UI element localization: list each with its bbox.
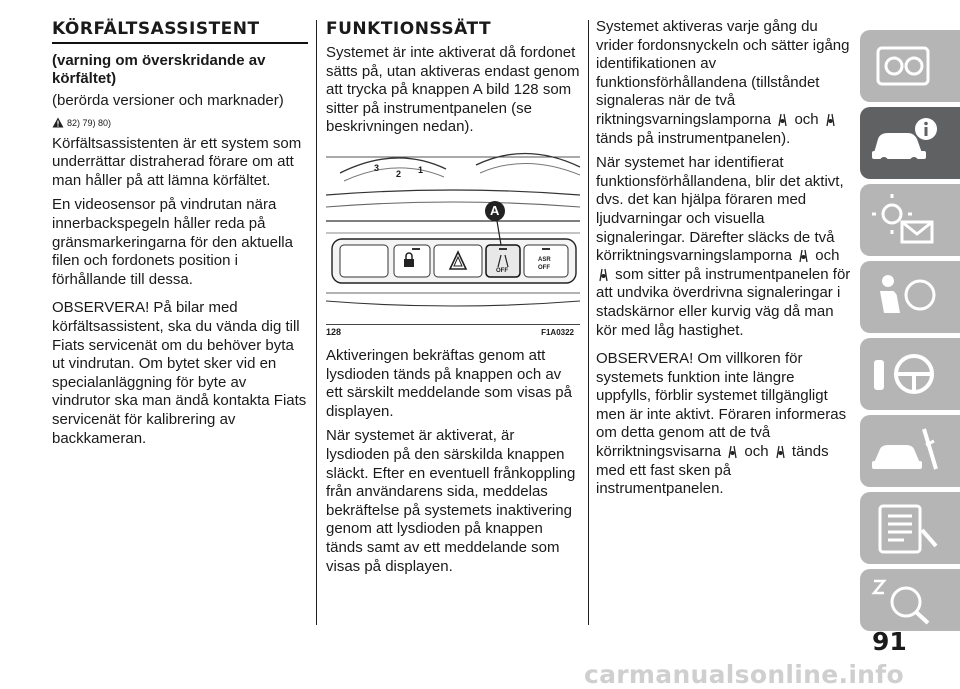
heading-underline: [52, 42, 308, 44]
section-heading-lane-assist: KÖRFÄLTSASSISTENT: [52, 19, 260, 39]
tab-emergency[interactable]: [860, 415, 960, 487]
paragraph-startup: [596, 18, 851, 148]
paragraph-sensor: En videosensor på vindrutan nära innerbackspegeln håller reda på gränsmarkeringarna för den aktuella filen och fordonets position i förhållande till dessa.: [52, 196, 293, 288]
safety-icon: [870, 269, 940, 325]
dial-mark-1: 1: [418, 164, 424, 175]
text-segment: och: [794, 110, 819, 128]
paragraph-active: [596, 154, 851, 340]
callout-label-a: A: [490, 202, 500, 218]
site-watermark: carmanualsonline.info: [584, 660, 904, 689]
tab-maintenance[interactable]: [860, 492, 960, 564]
maintenance-icon: [870, 500, 940, 556]
figure-128: [326, 151, 580, 337]
text-segment: och: [815, 247, 840, 265]
figure-number: 128: [326, 326, 342, 337]
dashboard-icon: [870, 38, 940, 94]
emergency-icon: [870, 423, 940, 479]
dial-mark-3: 3: [374, 162, 380, 173]
lane-warning-lamp-right-icon: [598, 267, 609, 282]
text-segment: Systemet aktiveras varje gång du vrider fordonsnyckeln och sätter igång identifikationen av funktionsförhållandena (tillståndet signaleras när de två riktningsvarningslamporna: [596, 18, 850, 128]
dashboard-button-illustration: [326, 151, 580, 321]
lane-warning-lamp-right-icon: [825, 112, 836, 127]
section-heading-operation: FUNKTIONSSÄTT: [326, 19, 492, 39]
warning-triangle-icon: [52, 117, 64, 128]
tab-dashboard[interactable]: [860, 30, 960, 102]
paragraph-confirmation: Aktiveringen bekräftas genom att lysdioden tänds på knappen och av ett särskilt meddelande som visas på displayen.: [326, 346, 572, 420]
column-2: [326, 18, 580, 582]
tab-driving[interactable]: [860, 338, 960, 410]
figure-caption-rule: [326, 324, 580, 325]
paragraph-deactivation: När systemet är aktiverat, är lysdioden på den särskilda knappen släckt. Efter en eventuell frånkoppling från användarens sida, meddelas bekräftelse på systemets inaktivering genom att lysdioden på knappen tänds samt av ett meddelande som visas på displayen.: [326, 427, 576, 575]
text-segment: och: [744, 443, 769, 461]
paragraph-conditions-note: [596, 350, 851, 499]
reference-numbers: 82) 79) 80): [67, 117, 112, 128]
asr-button-label: ASR: [538, 256, 551, 263]
dial-mark-2: 2: [396, 168, 402, 179]
asr-button-off: OFF: [538, 264, 550, 271]
tab-safety[interactable]: [860, 261, 960, 333]
tab-car-info[interactable]: [860, 107, 960, 179]
lane-warning-lamp-left-icon: [798, 248, 809, 263]
index-icon: [870, 577, 940, 627]
subheading: (varning om överskridande av körfältet): [52, 52, 266, 87]
text-segment: som sitter på instrumentpanelen för att undvika överdrivna signaleringar i stadskärnor eller kurvig väg då man kör med låg hastighet.: [596, 265, 851, 339]
column-3: [596, 18, 851, 505]
text-segment: tänds med ett fast sken på instrumentpanelen.: [596, 443, 829, 498]
lane-warning-lamp-right-icon: [775, 444, 786, 459]
text-segment: När systemet har identifierat funktionsförhållandena, blir det aktivt, dvs. det kan hjälpa föraren med ljudvarningar och visuella signaleringar. Därefter släcks de två körriktningsvarningslamporna: [596, 154, 844, 265]
text-segment: OBSERVERA! Om villkoren för systemets funktion inte längre uppfylls, förblir systemet tillgängligt men är inte aktivt. Föraren informeras om detta genom att de två körriktningsvisarna: [596, 350, 847, 461]
versions-note: (berörda versioner och marknader): [52, 92, 284, 109]
warning-references: [52, 117, 308, 129]
figure-code: F1A0322: [541, 327, 574, 337]
paragraph-intro: Körfältsassistenten är ett system som underrättar distraherad förare om att man håller på att lämna körfältet.: [52, 134, 302, 189]
paragraph-activation: Systemet är inte aktiverat då fordonet sätts på, utan aktiveras endast genom att trycka på knappen A bild 128 som sitter på instrumentpanelen (se beskrivningen nedan).: [326, 44, 580, 136]
warning-lights-icon: [870, 192, 940, 248]
text-segment: tänds på instrumentpanelen).: [596, 129, 791, 147]
driving-icon: [870, 346, 940, 402]
tab-warning-lights[interactable]: [860, 184, 960, 256]
column-divider-2: [588, 20, 589, 625]
lane-warning-lamp-left-icon: [727, 444, 738, 459]
tab-index[interactable]: [860, 569, 960, 631]
car-info-icon: [870, 115, 940, 171]
column-1: [52, 18, 308, 454]
paragraph-windscreen-note: OBSERVERA! På bilar med körfältsassistent, ska du vända dig till Fiats servicenät om du behöver byta ut vindrutan. Om bytet sker vid en specialanläggning för byte av vindrutor ska man ändå kontakta Fiats servicenät för kalibrering av backkameran.: [52, 299, 307, 447]
lane-button-text: OFF: [496, 267, 508, 274]
lane-warning-lamp-left-icon: [777, 112, 788, 127]
column-divider: [316, 20, 317, 625]
page-number: 91: [872, 627, 907, 656]
